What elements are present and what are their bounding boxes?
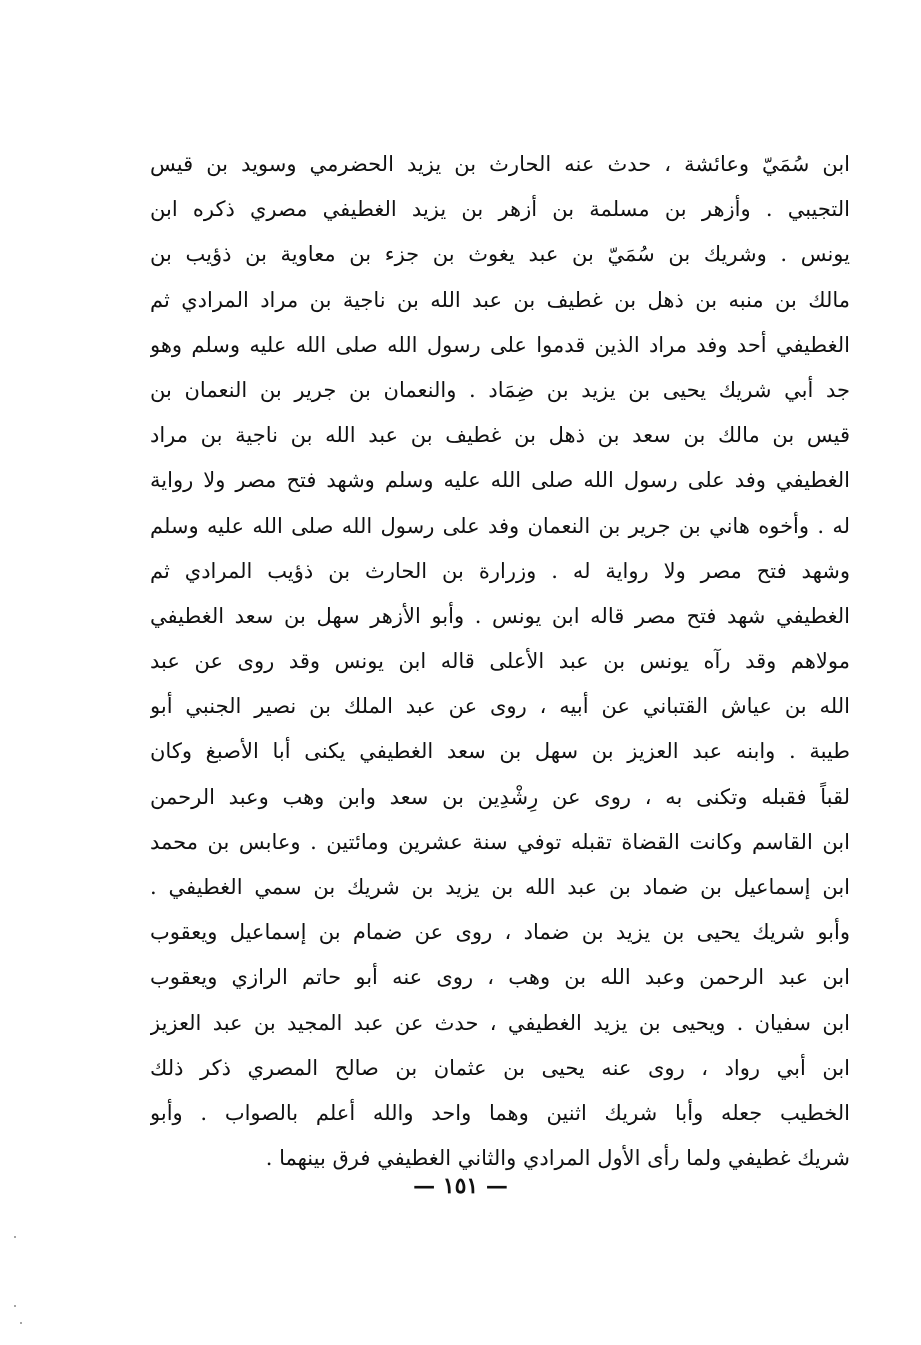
text-line: ابن سفيان . ويحيى بن يزيد الغطيفي ، حدث عن عبد المجيد بن عبد العزيز [150,1010,850,1035]
text-line: الله بن عياش القتباني عن أبيه ، روى عن عبد الملك بن نصير الجنبي أبو [150,694,850,719]
text-line: ابن عبد الرحمن وعبد الله بن وهب ، روى عنه أبو حاتم الرازي ويعقوب [150,965,850,990]
text-line: طيبة . وابنه عبد العزيز بن سهل بن سعد الغطيفي يكنى أبا الأصبغ وكان [150,739,850,764]
body-text [150,142,850,1181]
text-line: الغطيفي وفد على رسول الله صلى الله عليه وسلم وشهد فتح مصر ولا رواية [150,468,850,493]
text-line: الغطيفي شهد فتح مصر قاله ابن يونس . وأبو الأزهر سهل بن سعد الغطيفي [150,603,850,628]
text-line: لقباً فقبله وتكنى به ، روى عن رِشْدِين بن سعد وابن وهب وعبد الرحمن [150,784,850,809]
scan-speck [14,1236,16,1238]
page-number: — ١٥١ — [413,1173,508,1199]
text-line: ابن إسماعيل بن ضماد بن عبد الله بن يزيد بن شريك بن سمي الغطيفي . [150,875,850,899]
text-line: جد أبي شريك يحيى بن يزيد بن ضِمَاد . والنعمان بن جرير بن النعمان بن [150,377,850,402]
text-line: شريك غطيفي ولما رأى الأول المرادي والثاني الغطيفي فرق بينهما . [265,1146,850,1171]
text-line: مالك بن منبه بن ذهل بن غطيف بن عبد الله بن ناجية بن مراد المرادي ثم [150,287,850,312]
scan-speck [20,1322,22,1324]
text-line: الغطيفي أحد وفد مراد الذين قدموا على رسول الله صلى الله عليه وسلم وهو [150,332,850,357]
scan-speck [14,1305,16,1307]
text-line: الخطيب جعله وأبا شريك اثنين وهما واحد والله أعلم بالصواب . وأبو [150,1100,850,1125]
text-line: مولاهم وقد رآه يونس بن عبد الأعلى قاله ابن يونس وقد روى عن عبد [150,649,850,674]
text-line: له . وأخوه هاني بن جرير بن النعمان وفد على رسول الله صلى الله عليه وسلم [150,513,850,538]
text-line: وشهد فتح مصر ولا رواية له . وزرارة بن الحارث بن ذؤيب المرادي ثم [150,558,850,583]
text-line: وأبو شريك يحيى بن يزيد بن ضماد ، روى عن ضمام بن إسماعيل ويعقوب [150,920,850,945]
text-line: ابن أبي رواد ، روى عنه يحيى بن عثمان بن صالح المصري ذكر ذلك [150,1055,850,1080]
text-line: ابن سُمَيّ وعائشة ، حدث عنه الحارث بن يزيد الحضرمي وسويد بن قيس [150,152,850,176]
text-line: يونس . وشريك بن سُمَيّ بن عبد يغوث بن جزء بن معاوية بن ذؤيب بن [150,242,850,267]
text-line: التجيبي . وأزهر بن مسلمة بن أزهر بن يزيد الغطيفي مصري ذكره ابن [150,197,850,222]
text-line: ابن القاسم وكانت القضاة تقبله توفي سنة عشرين ومائتين . وعابس بن محمد [150,829,850,854]
text-line: قيس بن مالك بن سعد بن ذهل بن غطيف بن عبد الله بن ناجية بن مراد [150,423,850,448]
